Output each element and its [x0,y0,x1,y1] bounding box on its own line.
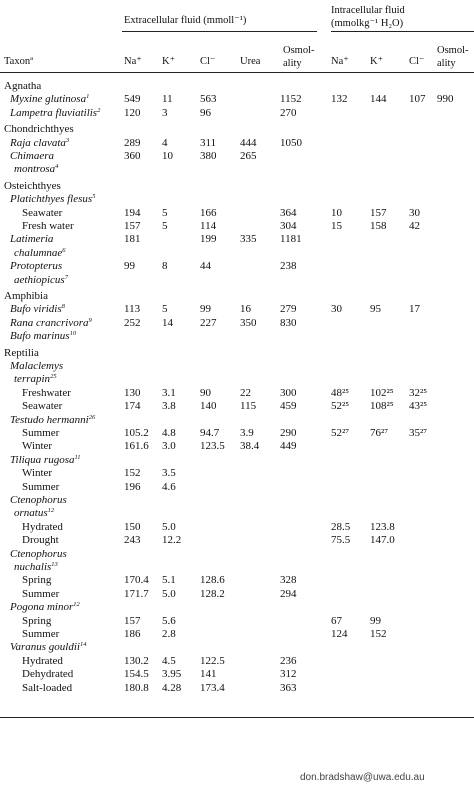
table-cell: 227 [200,316,217,329]
condition-label: Freshwater [22,386,71,399]
column-header: K⁺ [370,56,384,67]
condition-label: Fresh water [22,220,74,232]
table-cell: 300 [280,386,297,399]
table-cell: 152 [370,628,387,640]
table-cell: 304 [280,220,297,232]
taxon-label: Ctenophorus [10,494,67,506]
taxon-label: Lampetra fluviatilis$^2$ [10,106,101,119]
table-cell: 123.8 [370,520,395,533]
table-cell: 3.95 [162,668,182,681]
condition-label: Summer [22,480,60,493]
table-cell: 22 [240,386,251,399]
taxon-label: Bufo marinus$^{10}$ [10,330,77,343]
table-cell: 196 [124,480,141,493]
column-header: Urea [240,56,261,67]
condition-label: Dehydrated [22,668,74,681]
table-cell: 120 [124,106,141,119]
table-cell: 90 [200,386,211,399]
table-cell: 830 [280,316,297,329]
table-cell: 549 [124,93,141,106]
condition-label: Hydrated [22,520,63,533]
table-cell: 5.6 [162,614,176,627]
group-label: Osteichthyes [4,179,61,192]
condition-label: Seawater [22,206,63,219]
group-label: Reptilia [4,346,39,359]
condition-label: Drought [22,534,59,547]
table-cell: 311 [200,136,217,149]
table-cell: 289 [124,136,141,149]
table-cell: 312 [280,668,297,681]
table-cell: 105.2 [124,427,149,439]
table-cell: 4.28 [162,681,182,694]
table-cell: 1181 [280,233,302,246]
table-cell: 115 [240,400,257,413]
table-cell: 150 [124,520,141,533]
taxon-label: chalumnae$^6$ [14,246,66,259]
table-cell: 563 [200,93,217,106]
table-cell: 194 [124,206,141,219]
table-cell: 114 [200,220,217,232]
footer-email: don.bradshaw@uwa.edu.au [300,772,425,783]
table-cell: 2.8 [162,628,176,640]
table-cell: 4.8 [162,427,176,439]
header-taxon: Taxon$^a$ [4,55,33,67]
table-cell: 5.0 [162,587,176,600]
table-cell: 5 [162,220,168,232]
condition-label: Summer [22,628,60,640]
condition-label: Seawater [22,400,63,413]
table-cell: 265 [240,150,257,162]
table-cell: 380 [200,150,217,162]
table-cell: 128.2 [200,587,225,600]
taxon-label: montrosa$^4$ [14,163,59,176]
table-cell: 328 [280,574,297,587]
table-cell: 4.5 [162,654,176,667]
table-cell: 124 [331,628,348,640]
taxon-label: Rana crancrivora$^9$ [10,316,92,329]
taxon-label: Varanus gouldii$^{14}$ [10,641,87,654]
taxon-label: Platichthyes flesus$^5$ [10,193,96,206]
column-header: Na⁺ [331,56,349,67]
taxon-label: Tiliqua rugosa$^{11}$ [10,453,81,466]
column-header: ality [437,58,456,69]
table-cell: 170.4 [124,574,149,587]
table-cell: 99 [124,260,135,273]
table-cell: 48²⁵ [331,386,350,399]
icf-header-rule [331,31,474,32]
table-cell: 186 [124,628,141,640]
table-cell: 5.0 [162,520,176,533]
table-cell: 181 [124,233,141,246]
table-cell: 99 [200,303,211,316]
table-cell: 5 [162,303,168,316]
taxon-label: Pogona minor$^{12}$ [10,601,80,614]
table-cell: 107 [409,93,426,106]
table-cell: 270 [280,106,297,119]
column-header: K⁺ [162,56,176,67]
table-cell: 30 [409,206,420,219]
table-cell: 350 [240,316,257,329]
table-cell: 157 [124,614,141,627]
table-cell: 1152 [280,93,302,106]
table-cell: 43²⁵ [409,400,428,413]
table-cell: 108²⁵ [370,400,394,413]
table-cell: 75.5 [331,534,351,547]
table-bottom-rule [0,717,474,718]
taxon-label: nuchalis$^{13}$ [14,561,58,573]
table-cell: 122.5 [200,654,225,667]
table-cell: 113 [124,303,141,316]
table-cell: 290 [280,427,297,439]
table-cell: 44 [200,260,211,273]
table-cell: 294 [280,587,297,600]
table-cell: 4 [162,136,168,149]
table-cell: 11 [162,93,173,106]
table-cell: 141 [200,668,217,681]
taxon-label: Bufo viridis$^8$ [10,303,65,316]
ecf-header-rule [122,31,317,32]
table-cell: 459 [280,400,297,413]
table-cell: 132 [331,93,348,106]
table-cell: 123.5 [200,440,225,453]
header-ecf: Extracellular fluid (mmoll⁻¹) [124,15,247,26]
header-icf-line2: (mmolkg⁻¹ H₂O) [331,18,404,29]
table-cell: 444 [240,136,257,149]
taxon-label: Protopterus [10,260,63,273]
table-cell: 161.6 [124,440,149,453]
table-cell: 96 [200,106,211,119]
table-cell: 3.0 [162,440,176,453]
table-cell: 12.2 [162,534,182,547]
taxon-label: Myxine glutinosa$^1$ [10,93,90,106]
table-cell: 15 [331,220,342,232]
column-header: Cl⁻ [200,56,216,67]
condition-label: Spring [22,574,52,587]
table-cell: 243 [124,534,141,547]
table-cell: 95 [370,303,381,316]
table-cell: 154.5 [124,668,149,681]
group-label: Agnatha [4,80,42,92]
table-cell: 10 [331,206,342,219]
condition-label: Winter [22,467,53,480]
table-cell: 38.4 [240,440,260,453]
table-cell: 236 [280,654,297,667]
group-label: Amphibia [4,290,48,302]
table-cell: 28.5 [331,520,351,533]
taxon-label: Malaclemys [10,360,64,372]
condition-label: Summer [22,427,60,439]
condition-label: Winter [22,440,53,453]
table-cell: 67 [331,614,342,627]
table-cell: 180.8 [124,681,149,694]
table-cell: 990 [437,93,454,106]
table-cell: 238 [280,260,297,273]
table-cell: 52²⁷ [331,427,350,439]
column-header: ality [283,58,302,69]
table-cell: 364 [280,206,297,219]
table-cell: 152 [124,467,141,480]
table-cell: 449 [280,440,297,453]
table-cell: 3 [162,106,168,119]
table-cell: 3.8 [162,400,176,413]
taxon-label: Latimeria [10,233,54,246]
taxon-label: aethiopicus$^7$ [14,273,68,286]
table-cell: 360 [124,150,141,162]
table-cell: 335 [240,233,257,246]
table-cell: 158 [370,220,387,232]
condition-label: Spring [22,614,52,627]
table-cell: 147.0 [370,534,395,547]
taxon-label: ornatus$^{12}$ [14,507,55,520]
taxon-label: Testudo hermanni$^{26}$ [10,413,96,426]
taxon-label: terrapin$^{25}$ [14,373,57,386]
table-cell: 14 [162,316,173,329]
table-cell: 32²⁵ [409,386,428,399]
table-cell: 144 [370,93,387,106]
table-cell: 140 [200,400,217,413]
table-cell: 5.1 [162,574,176,587]
table-cell: 157 [370,206,387,219]
table-cell: 3.5 [162,467,176,480]
table-cell: 52²⁵ [331,400,350,413]
table-cell: 16 [240,303,251,316]
table-cell: 4.6 [162,480,176,493]
table-cell: 42 [409,220,420,232]
table-cell: 174 [124,400,141,413]
group-label: Chondrichthyes [4,123,74,136]
column-header: Na⁺ [124,56,142,67]
table-cell: 102²⁵ [370,386,394,399]
table-cell: 8 [162,260,168,273]
condition-label: Salt-loaded [22,681,73,694]
table-cell: 30 [331,303,342,316]
taxon-label: Raja clavata$^3$ [10,136,70,149]
table-cell: 1050 [280,136,302,149]
taxon-label: Chimaera [10,150,54,162]
table-cell: 94.7 [200,427,220,439]
condition-label: Summer [22,587,60,600]
table-cell: 99 [370,614,381,627]
table-cell: 3.9 [240,427,254,439]
header-bottom-rule [0,72,474,73]
table-cell: 35²⁷ [409,427,428,439]
column-header: Cl⁻ [409,56,425,67]
condition-label: Hydrated [22,654,63,667]
table-cell: 199 [200,233,217,246]
taxon-label: Ctenophorus [10,547,67,560]
table-cell: 5 [162,206,168,219]
table-cell: 157 [124,220,141,232]
table-cell: 128.6 [200,574,225,587]
table-cell: 130 [124,386,141,399]
table-cell: 166 [200,206,217,219]
table-cell: 76²⁷ [370,427,389,439]
header-icf-line1: Intracellular fluid [331,5,405,16]
table-cell: 10 [162,150,173,162]
column-header: Osmol- [283,45,315,56]
table-cell: 17 [409,303,420,316]
table-cell: 171.7 [124,587,149,600]
table-cell: 130.2 [124,654,149,667]
table-cell: 173.4 [200,681,225,694]
table-cell: 279 [280,303,297,316]
table-cell: 252 [124,316,141,329]
column-header: Osmol- [437,45,469,56]
table-cell: 363 [280,681,297,694]
table-cell: 3.1 [162,386,176,399]
